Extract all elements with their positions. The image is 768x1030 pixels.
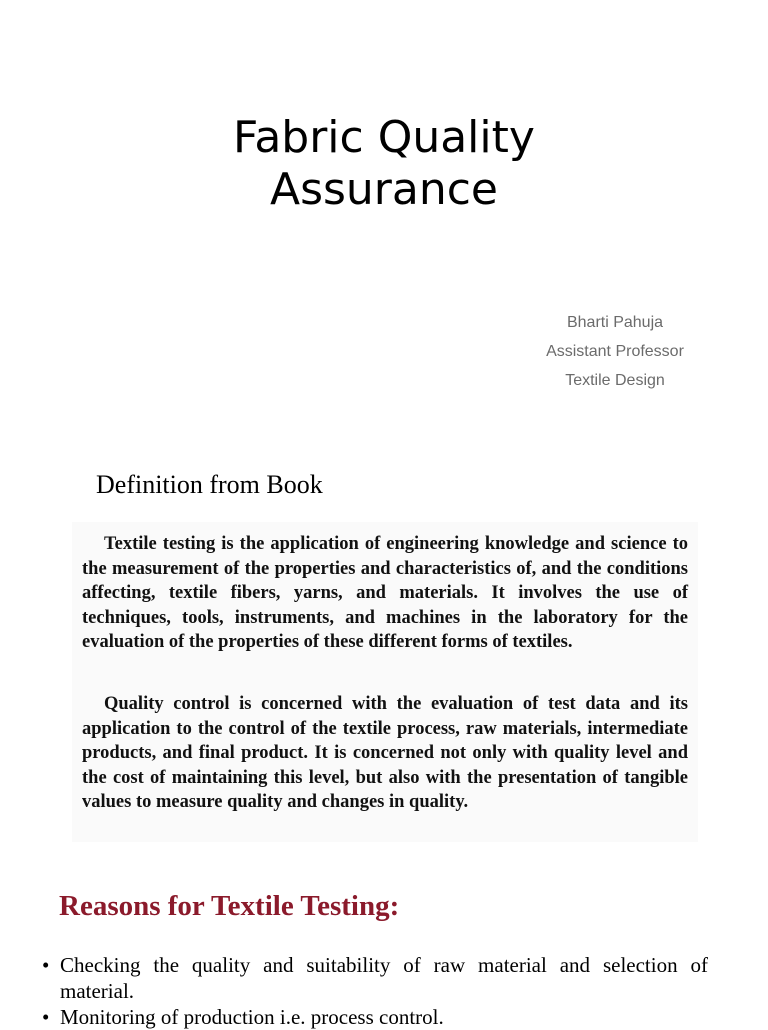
reasons-heading: Reasons for Textile Testing: [59,890,400,922]
author-role: Assistant Professor [546,343,684,360]
list-item [40,952,708,1004]
list-item-text: Checking the quality and suitability of raw material and selection of material. [60,953,708,1003]
slide-title [0,112,768,216]
excerpt-paragraph-2: Quality control is concerned with the evaluation of test data and its application to the control of the textile process, raw materials, intermediate products, and final product. It is concerned not only with quality level and the cost of maintaining this level, but also with the presentation of tangible values to measure quality and changes in quality. [82,694,688,813]
author-name: Bharti Pahuja [566,314,664,331]
bullet-icon: • [42,953,50,977]
definition-heading: Definition from Book [96,470,323,499]
title-line-2: Assurance [269,164,499,215]
author-block [500,308,730,395]
bullet-icon: • [42,1005,50,1029]
reasons-list [40,952,708,1030]
excerpt-paragraph-1: Textile testing is the application of engineering knowledge and science to the measurement of the properties and characteristics of, and the conditions affecting, textile fibers, yarns, and materials. It involves the use of techniques, tools, instruments, and machines in the laboratory for the evaluation of the properties of these different forms of textiles. [82,534,688,653]
book-excerpt-image [72,522,698,842]
list-item [40,1004,708,1030]
list-item-text: Monitoring of production i.e. process control. [60,1005,444,1029]
title-line-1: Fabric Quality [233,112,535,163]
author-department: Textile Design [565,372,665,389]
